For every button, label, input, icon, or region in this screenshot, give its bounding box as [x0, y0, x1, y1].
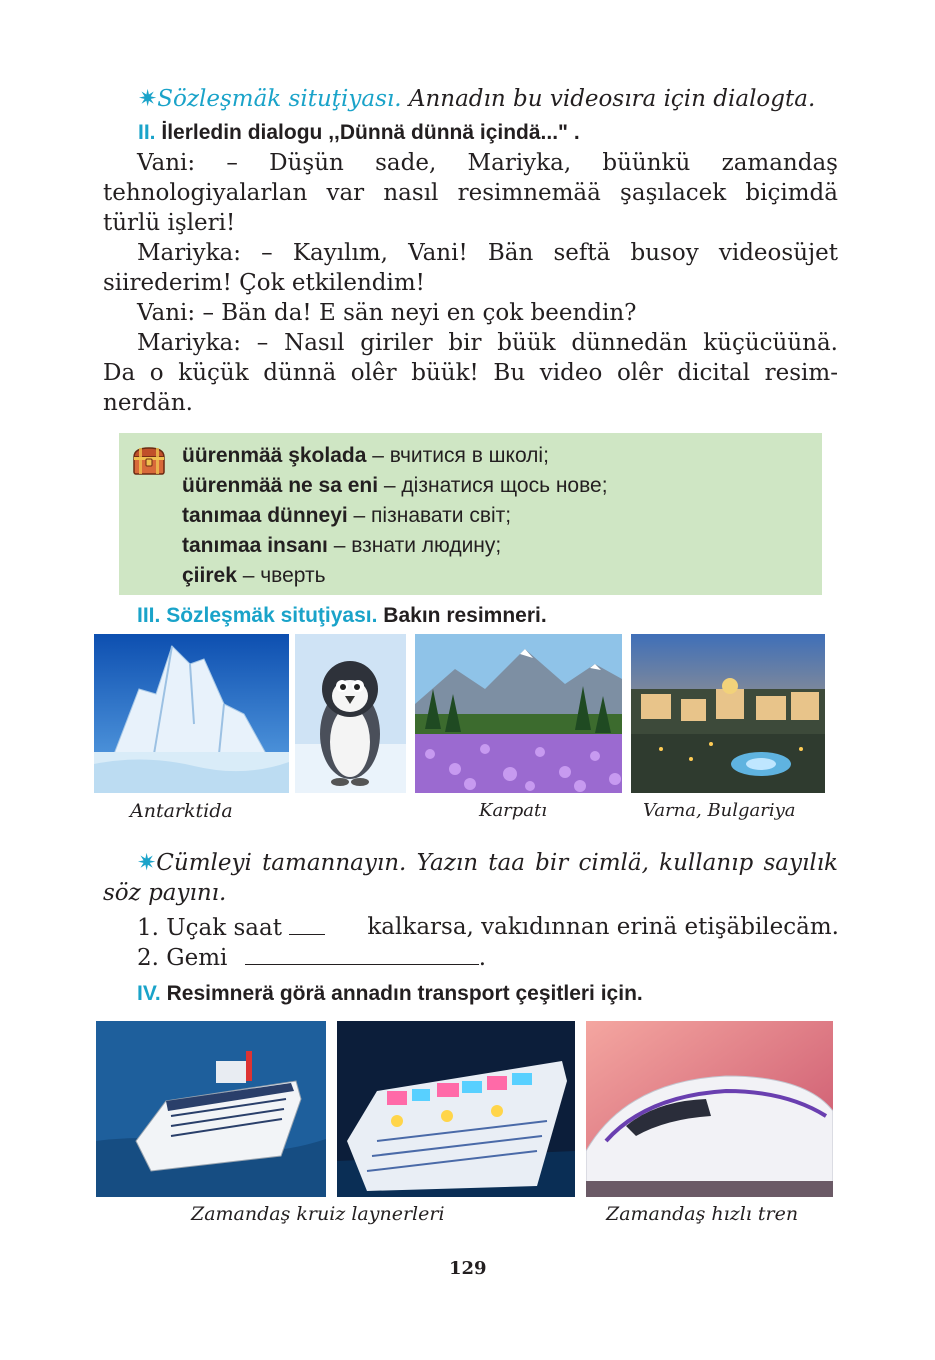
high-speed-train-photo: [586, 1021, 833, 1197]
task-line: söz payını.: [103, 880, 227, 906]
vocab-item: [182, 531, 501, 561]
exercise-4-title: Resimnerä görä annadın transport çeşitleri için.: [166, 982, 643, 1005]
vocab-term: üürenmää şkolada: [182, 444, 367, 467]
vocab-translation: – взнати людину;: [327, 534, 502, 557]
cruise-liner-photo-2: [337, 1021, 575, 1197]
caption-varna: Varna, Bulgariya: [643, 800, 796, 821]
intro-title: Sözleşmäk situţiyası.: [157, 86, 402, 112]
antarctica-photo: [94, 634, 289, 793]
vocab-translation: – пізнавати світ;: [347, 504, 512, 527]
caption-antarctica: Antarktida: [130, 800, 233, 822]
blank-line: [245, 942, 479, 965]
task-item-1: [137, 912, 839, 943]
vocab-translation: – дізнатися щось нове;: [378, 474, 608, 497]
asterisk-star-icon: ✷: [138, 86, 158, 112]
dialog-line: siirederim! Çok etkilendim!: [103, 270, 425, 296]
vocab-translation: – вчитися в школі;: [366, 444, 549, 467]
exercise-3-title: Sözleşmäk situţiyası.: [166, 604, 378, 627]
exercise-3-text: Bakın resimneri.: [383, 604, 547, 627]
vocab-term: çiirek: [182, 564, 237, 587]
asterisk-star-icon: ✷: [137, 850, 157, 876]
item-2-start: 2. Gemi: [137, 945, 228, 971]
item-1-end: kalkarsa, vakıdınnan erinä etişäbilecäm.: [367, 914, 839, 940]
vocab-translation: – чверть: [236, 564, 326, 587]
vocab-item: [182, 471, 608, 501]
task-item-2: [137, 942, 486, 973]
exercise-2-title: İlerledin dialogu ,,Dünnä dünnä içindä..." .: [161, 121, 580, 144]
task-line: Cümleyi tamannayın. Yazın taa bir cimlä, kullanıp sayılık: [156, 850, 838, 876]
caption-cruise-liners: Zamandaş kruiz laynerleri: [191, 1203, 445, 1225]
item-1-start: 1. Uçak saat: [137, 915, 282, 941]
page-number: 129: [449, 1258, 487, 1279]
vocab-item: [182, 501, 511, 531]
exercise-4-number: IV.: [137, 982, 161, 1005]
dialog-line: tehnologiyalarlan var nasıl resimnemää şaşılacek biçimdä: [103, 180, 838, 206]
dialog-line: türlü işleri!: [103, 210, 236, 236]
exercise-2-header: [138, 121, 580, 145]
penguin-photo: [295, 634, 406, 793]
dialog-line: nerdän.: [103, 390, 193, 416]
caption-carpathians: Karpatı: [479, 800, 548, 821]
dialog-line: Mariyka: – Kayılım, Vani! Bän seftä busoy videosüjet: [137, 240, 838, 266]
vocab-term: tanımaa dünneyi: [182, 504, 348, 527]
exercise-4-header: [137, 982, 643, 1006]
cruise-liner-photo-1: [96, 1021, 326, 1197]
dialog-line: Mariyka: – Nasıl giriler bir büük dünnedän küçücüünä.: [137, 330, 838, 356]
vocab-item: [182, 561, 326, 591]
blank-line: [289, 912, 325, 935]
vocabulary-box: [119, 433, 822, 595]
exercise-2-number: II.: [138, 121, 156, 144]
task-instruction: [103, 848, 838, 908]
vocab-term: tanımaa insanı: [182, 534, 328, 557]
treasure-chest-icon: [131, 445, 167, 483]
intro-text: Annadın bu videosıra için dialogta.: [408, 86, 816, 112]
vocab-item: [182, 441, 549, 471]
caption-high-speed-train: Zamandaş hızlı tren: [606, 1203, 799, 1225]
dialog-line: Vani: – Bän da! E sän neyi en çok beendin?: [137, 300, 637, 326]
exercise-3-number: III.: [137, 604, 161, 627]
intro-line: [138, 84, 858, 114]
item-2-end: .: [478, 945, 487, 971]
dialog-line: Vani: – Düşün sade, Mariyka, büünkü zamandaş: [137, 150, 838, 176]
dialog-line: Da o küçük dünnä olêr büük! Bu video olêr dicital resim-: [103, 360, 838, 386]
carpathians-photo: [415, 634, 622, 793]
exercise-3-header: [137, 604, 547, 628]
dialog-text: [103, 148, 838, 418]
vocab-term: üürenmää ne sa eni: [182, 474, 379, 497]
varna-photo: [631, 634, 825, 793]
